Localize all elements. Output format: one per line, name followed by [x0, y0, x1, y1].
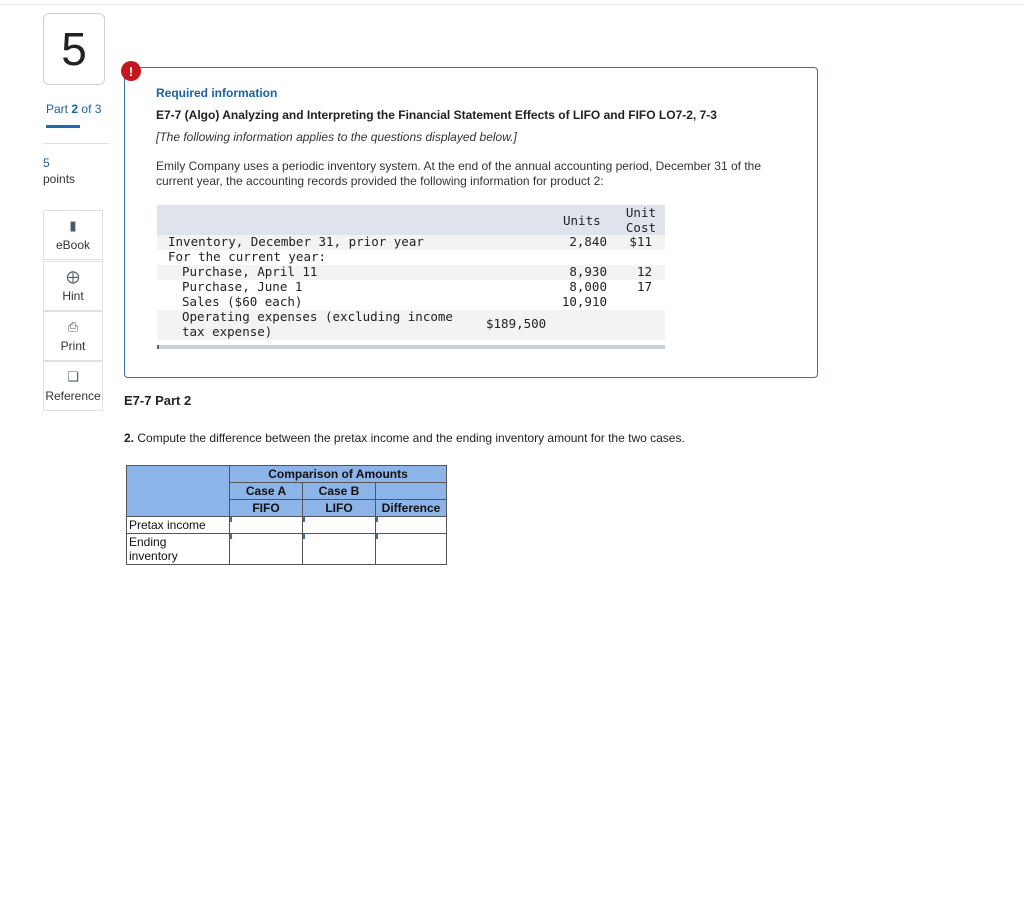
input-marker	[376, 517, 378, 522]
difference-header-blank	[376, 483, 447, 500]
ending-inventory-label-line2: inventory	[129, 549, 178, 563]
answer-table-corner	[127, 466, 230, 517]
book-icon: ▮	[69, 217, 77, 233]
print-button[interactable]	[43, 311, 103, 361]
table-row	[157, 250, 665, 265]
sales-label: Sales ($60 each)	[182, 294, 303, 309]
part-indicator	[46, 102, 101, 116]
inventory-cost: $11	[629, 234, 652, 249]
unit-cost-column-header	[626, 205, 656, 235]
points-label: points	[43, 172, 76, 186]
unit-cost-header-line1: Unit	[625, 205, 656, 220]
part-divider	[43, 143, 109, 144]
input-marker	[303, 517, 305, 522]
reference-label: Reference	[45, 388, 101, 403]
comparison-header: Comparison of Amounts	[230, 466, 447, 483]
table-row	[157, 280, 665, 295]
question-number: 5	[43, 13, 105, 85]
ending-inventory-difference-cell[interactable]	[376, 534, 447, 565]
reference-button[interactable]	[43, 361, 103, 411]
alert-icon: !	[121, 61, 141, 81]
hint-label: Hint	[62, 288, 84, 303]
input-marker	[376, 534, 378, 539]
unit-cost-header-line2: Cost	[625, 220, 656, 235]
hint-button[interactable]	[43, 261, 103, 311]
input-marker	[303, 534, 305, 539]
case-a-header: Case A	[230, 483, 303, 500]
applies-note: [The following information applies to the questions displayed below.]	[156, 130, 517, 144]
ending-inventory-label	[127, 534, 230, 565]
ebook-label: eBook	[55, 237, 91, 252]
pretax-income-fifo-input[interactable]	[230, 517, 302, 533]
input-marker	[230, 534, 232, 539]
pretax-income-difference-input[interactable]	[376, 517, 446, 533]
data-table-bottom-scrollbar[interactable]	[157, 345, 665, 349]
pretax-income-fifo-cell[interactable]	[230, 517, 303, 534]
inventory-units: 2,840	[569, 234, 607, 249]
ending-inventory-fifo-cell[interactable]	[230, 534, 303, 565]
june-purchase-units: 8,000	[569, 279, 607, 294]
part-progress-bar	[46, 125, 80, 128]
ending-inventory-fifo-input[interactable]	[230, 534, 302, 564]
required-information-heading: Required information	[156, 86, 278, 100]
difference-header: Difference	[376, 500, 447, 517]
operating-expenses-label	[182, 310, 453, 340]
table-row	[157, 310, 665, 340]
operating-expenses-amount: $189,500	[486, 316, 547, 331]
inventory-label: Inventory, December 31, prior year	[168, 234, 424, 249]
input-marker	[230, 517, 232, 522]
part-current: 2	[71, 102, 79, 116]
ebook-button[interactable]	[43, 210, 103, 260]
part-title: E7-7 Part 2	[124, 393, 192, 408]
points-value: 5	[43, 156, 50, 170]
data-table-header	[157, 205, 665, 235]
pretax-income-lifo-input[interactable]	[303, 517, 375, 533]
pretax-income-lifo-cell[interactable]	[303, 517, 376, 534]
print-label: Print	[60, 338, 86, 353]
question-body: Compute the difference between the pretax income and the ending inventory amount for the two cases.	[137, 431, 685, 445]
operating-expenses-label-line1: Operating expenses (excluding income	[182, 309, 453, 324]
june-purchase-label: Purchase, June 1	[182, 279, 303, 294]
units-column-header: Units	[563, 213, 601, 228]
inventory-data-table	[157, 205, 665, 340]
question-text	[124, 431, 685, 445]
answer-table	[126, 465, 447, 565]
ending-inventory-difference-input[interactable]	[376, 534, 446, 564]
printer-icon: ⎙	[67, 318, 79, 334]
operating-expenses-label-line2: tax expense)	[182, 323, 273, 339]
part-prefix: Part	[46, 102, 69, 116]
april-purchase-label: Purchase, April 11	[182, 264, 318, 279]
april-purchase-units: 8,930	[569, 264, 607, 279]
table-row	[157, 265, 665, 280]
document-icon: ❏	[67, 368, 79, 384]
question-number-label: 2.	[124, 431, 135, 445]
fifo-header: FIFO	[230, 500, 303, 517]
ending-inventory-label-line1: Ending	[129, 535, 167, 549]
pretax-income-label: Pretax income	[127, 517, 230, 534]
problem-description: Emily Company uses a periodic inventory system. At the end of the annual accounting period, December 31 of the current year, the accounting records provided the following information for product 2:	[156, 159, 762, 188]
pretax-income-difference-cell[interactable]	[376, 517, 447, 534]
current-year-label: For the current year:	[168, 249, 327, 264]
lifebuoy-icon: ⨁	[66, 268, 80, 284]
top-divider	[0, 4, 1024, 5]
june-purchase-cost: 17	[636, 279, 652, 294]
table-row	[157, 295, 665, 310]
april-purchase-cost: 12	[636, 264, 652, 279]
case-b-header: Case B	[303, 483, 376, 500]
lifo-header: LIFO	[303, 500, 376, 517]
part-of: of 3	[81, 102, 102, 116]
problem-title: E7-7 (Algo) Analyzing and Interpreting the Financial Statement Effects of LIFO and FIFO LO7-2, 7-3	[156, 108, 717, 122]
sales-units: 10,910	[561, 294, 607, 309]
ending-inventory-lifo-input[interactable]	[303, 534, 375, 564]
ending-inventory-lifo-cell[interactable]	[303, 534, 376, 565]
table-row	[157, 235, 665, 250]
